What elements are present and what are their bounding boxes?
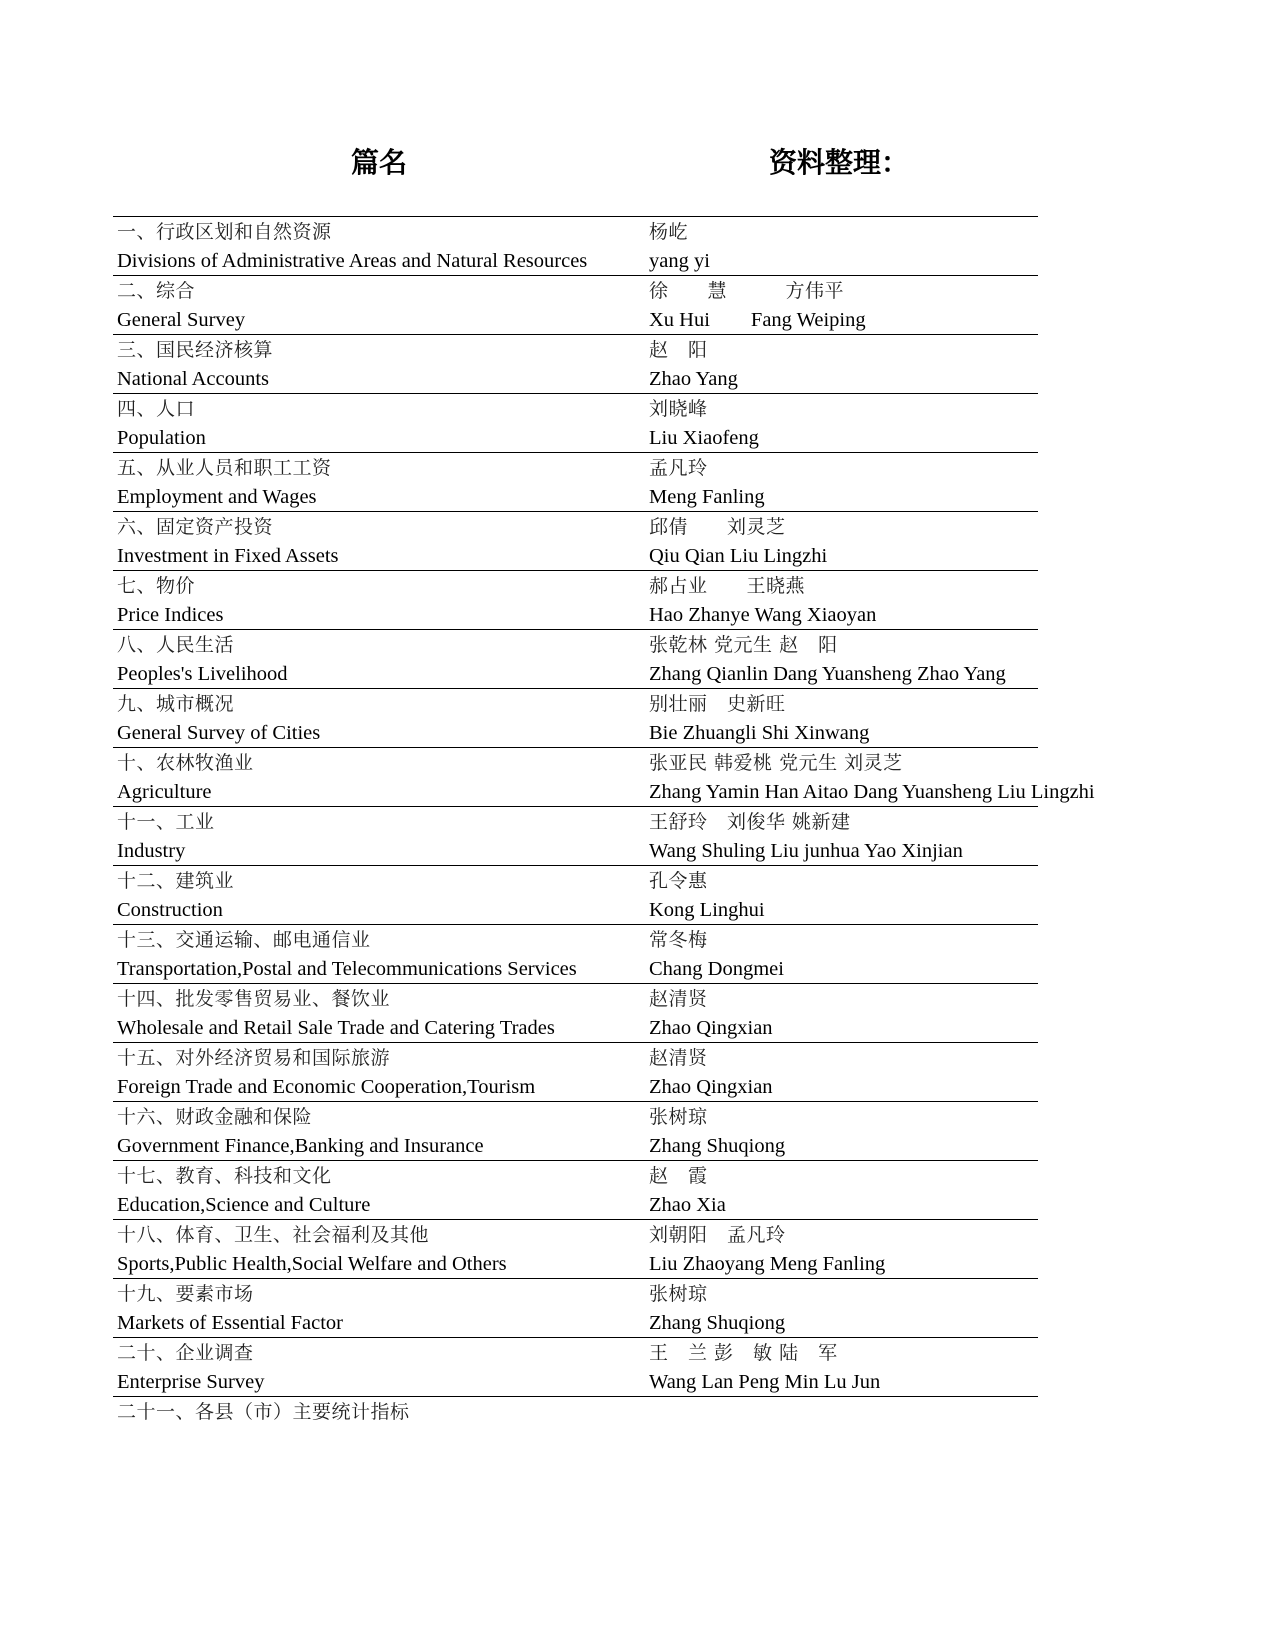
chapter-title-en: Wholesale and Retail Sale Trade and Catering Trades <box>117 1017 555 1039</box>
chapter-title-en: Price Indices <box>117 604 224 626</box>
compiler-name-zh: 杨屹 <box>649 221 689 243</box>
chapter-title-en: Sports,Public Health,Social Welfare and Others <box>117 1253 507 1275</box>
compiler-name-en: Bie Zhuangli Shi Xinwang <box>649 722 870 744</box>
table-row <box>113 1042 1038 1101</box>
chapter-title-en: Foreign Trade and Economic Cooperation,Tourism <box>117 1076 536 1098</box>
chapter-title-en: Employment and Wages <box>117 486 317 508</box>
compiler-name-zh: 张树琼 <box>649 1283 708 1305</box>
compiler-name-zh: 张乾林 党元生 赵 阳 <box>649 634 838 656</box>
table-row <box>113 1337 1038 1396</box>
compiler-name-en: Zhang Shuqiong <box>649 1312 786 1334</box>
compiler-name-zh: 张亚民 韩爱桃 党元生 刘灵芝 <box>649 752 903 774</box>
chapter-title-zh: 一、行政区划和自然资源 <box>117 221 332 243</box>
chapter-title-en: Industry <box>117 840 186 862</box>
table-row <box>113 1219 1038 1278</box>
chapter-title-en: National Accounts <box>117 368 270 390</box>
chapter-title-zh: 十、农林牧渔业 <box>117 752 254 774</box>
chapter-title-zh: 四、人口 <box>117 398 196 420</box>
table-row <box>113 747 1095 806</box>
compiler-name-en: Wang Lan Peng Min Lu Jun <box>649 1371 881 1393</box>
table-row <box>113 1278 1038 1337</box>
chapter-title-zh: 六、固定资产投资 <box>117 516 274 538</box>
compiler-name-zh: 孟凡玲 <box>649 457 708 479</box>
chapter-title-en: Peoples's Livelihood <box>117 663 288 685</box>
chapter-title-zh: 二十、企业调查 <box>117 1342 254 1364</box>
chapter-title-zh: 五、从业人员和职工工资 <box>117 457 332 479</box>
chapter-title-en: Investment in Fixed Assets <box>117 545 339 567</box>
compiler-name-en: Zhao Yang <box>649 368 738 390</box>
table-row <box>113 393 1038 452</box>
compiler-name-zh: 刘朝阳 孟凡玲 <box>649 1224 786 1246</box>
compiler-name-en: Zhao Qingxian <box>649 1076 773 1098</box>
compiler-name-en: Zhang Qianlin Dang Yuansheng Zhao Yang <box>649 663 1006 685</box>
chapter-title-en: Markets of Essential Factor <box>117 1312 344 1334</box>
chapter-title-zh: 十七、教育、科技和文化 <box>117 1165 332 1187</box>
compiler-name-en: Zhao Xia <box>649 1194 726 1216</box>
chapter-title-zh: 三、国民经济核算 <box>117 339 274 361</box>
compiler-name-zh: 王 兰 彭 敏 陆 军 <box>649 1342 838 1364</box>
compiler-name-en: Wang Shuling Liu junhua Yao Xinjian <box>649 840 963 862</box>
table-row <box>113 983 1038 1042</box>
chapter-title-en: Agriculture <box>117 781 212 803</box>
compiler-name-zh: 郝占业 王晓燕 <box>649 575 806 597</box>
table-row <box>113 334 1038 393</box>
table-row <box>113 688 1038 747</box>
table-row <box>113 511 1038 570</box>
chapter-title-en: Divisions of Administrative Areas and Natural Resources <box>117 250 588 272</box>
compiler-name-zh: 王舒玲 刘俊华 姚新建 <box>649 811 851 833</box>
chapter-table <box>113 216 1095 1436</box>
compiler-name-en: Meng Fanling <box>649 486 765 508</box>
chapter-title-zh: 十五、对外经济贸易和国际旅游 <box>117 1047 391 1069</box>
compiler-name-en: Zhang Shuqiong <box>649 1135 786 1157</box>
chapter-title-zh: 二、综合 <box>117 280 196 302</box>
compiler-name-en: Xu Hui Fang Weiping <box>649 309 866 331</box>
table-row <box>113 1160 1038 1219</box>
compiler-name-en: Hao Zhanye Wang Xiaoyan <box>649 604 877 626</box>
chapter-title-en: Education,Science and Culture <box>117 1194 371 1216</box>
compiler-name-zh: 刘晓峰 <box>649 398 708 420</box>
compiler-name-zh: 赵清贤 <box>649 1047 708 1069</box>
table-row <box>113 216 1038 275</box>
column-title-chapter: 篇名 <box>351 146 408 179</box>
compiler-name-zh: 张树琼 <box>649 1106 708 1128</box>
chapter-title-en: General Survey of Cities <box>117 722 321 744</box>
compiler-name-en: Liu Zhaoyang Meng Fanling <box>649 1253 886 1275</box>
table-row <box>113 1396 1038 1436</box>
table-row <box>113 1101 1038 1160</box>
chapter-title-en: General Survey <box>117 309 246 331</box>
compiler-name-zh: 邱倩 刘灵芝 <box>649 516 786 538</box>
compiler-name-zh: 赵清贤 <box>649 988 708 1010</box>
chapter-title-zh: 十一、工业 <box>117 811 215 833</box>
chapter-title-zh: 十八、体育、卫生、社会福利及其他 <box>117 1224 430 1246</box>
compiler-name-zh: 赵 阳 <box>649 339 708 361</box>
chapter-title-zh: 九、城市概况 <box>117 693 235 715</box>
chapter-title-zh: 二十一、各县（市）主要统计指标 <box>117 1401 410 1423</box>
chapter-title-en: Government Finance,Banking and Insurance <box>117 1135 484 1157</box>
chapter-title-en: Population <box>117 427 206 449</box>
compiler-name-zh: 常冬梅 <box>649 929 708 951</box>
chapter-title-zh: 十三、交通运输、邮电通信业 <box>117 929 371 951</box>
chapter-title-zh: 十六、财政金融和保险 <box>117 1106 313 1128</box>
compiler-name-en: Zhao Qingxian <box>649 1017 773 1039</box>
compiler-name-en: Kong Linghui <box>649 899 765 921</box>
compiler-name-en: Zhang Yamin Han Aitao Dang Yuansheng Liu Lingzhi <box>649 781 1095 803</box>
compiler-name-en: Chang Dongmei <box>649 958 784 980</box>
column-title-compiler: 资料整理： <box>769 146 910 179</box>
chapter-title-zh: 七、物价 <box>117 575 196 597</box>
table-row <box>113 570 1038 629</box>
compiler-name-zh: 孔令惠 <box>649 870 708 892</box>
chapter-title-en: Transportation,Postal and Telecommunications Services <box>117 958 577 980</box>
compiler-name-zh: 徐 慧 方伟平 <box>649 280 845 302</box>
table-row <box>113 924 1038 983</box>
table-row <box>113 452 1038 511</box>
compiler-name-en: Qiu Qian Liu Lingzhi <box>649 545 828 567</box>
table-row <box>113 806 1038 865</box>
table-row <box>113 865 1038 924</box>
compiler-name-en: Liu Xiaofeng <box>649 427 759 449</box>
chapter-title-zh: 八、人民生活 <box>117 634 235 656</box>
table-row <box>113 275 1038 334</box>
compiler-name-zh: 别壮丽 史新旺 <box>649 693 786 715</box>
table-row <box>113 629 1038 688</box>
chapter-title-zh: 十四、批发零售贸易业、餐饮业 <box>117 988 391 1010</box>
chapter-title-zh: 十九、要素市场 <box>117 1283 254 1305</box>
chapter-title-en: Enterprise Survey <box>117 1371 265 1393</box>
compiler-name-zh: 赵 霞 <box>649 1165 708 1187</box>
chapter-title-zh: 十二、建筑业 <box>117 870 235 892</box>
compiler-name-en: yang yi <box>649 250 710 272</box>
chapter-title-en: Construction <box>117 899 223 921</box>
